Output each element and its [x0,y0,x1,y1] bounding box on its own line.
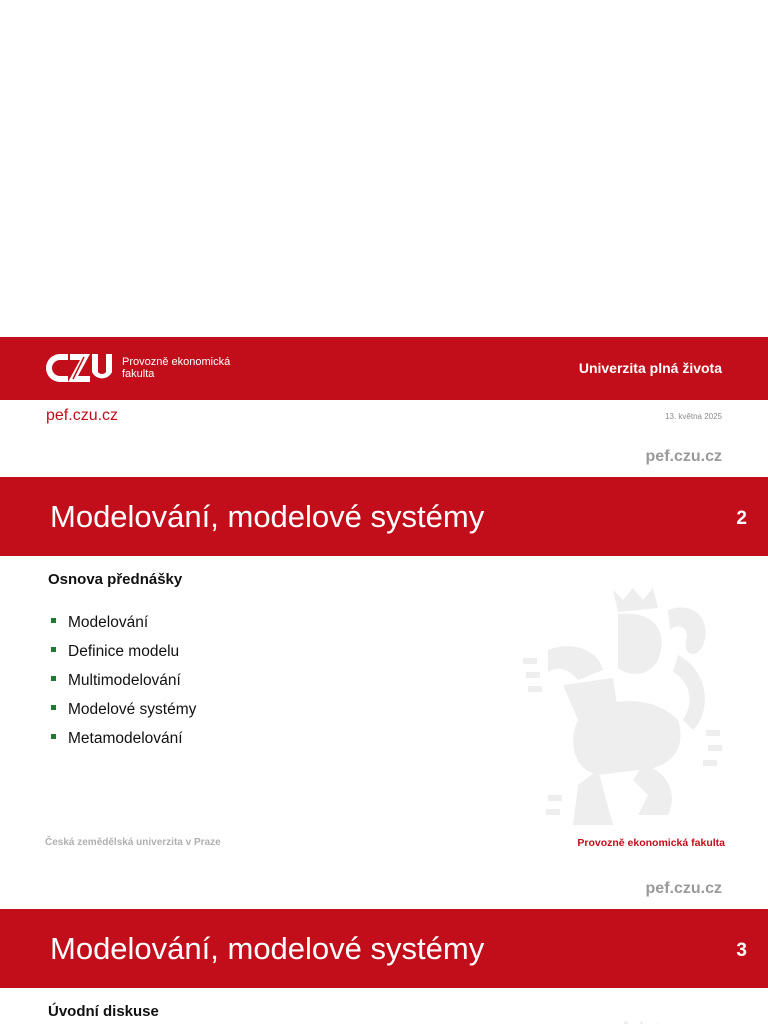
faculty-name: Provozně ekonomická fakulta [577,837,725,849]
list-item: Metamodelování [50,729,196,758]
lion-watermark-icon [518,580,728,830]
website-link[interactable]: pef.czu.cz [46,407,119,424]
czu-logo-icon [46,351,112,385]
list-item: Modelování [50,613,196,642]
slide3-website-label: pef.czu.cz [645,880,722,897]
slide2-title-band [0,477,768,556]
outline-list [50,613,196,758]
slide3-heading: Úvodní diskuse [48,1003,159,1020]
slide3-title: Modelování, modelové systémy [50,931,485,966]
slide2-heading: Osnova přednášky [48,571,183,588]
list-item: Multimodelování [50,671,196,700]
logo-text [122,356,230,380]
slide3-title-band [0,909,768,988]
list-item: Definice modelu [50,642,196,671]
slide2-title: Modelování, modelové systémy [50,499,485,534]
logo-text-line1: Provozně ekonomická [122,356,231,368]
czu-logo [46,351,230,385]
slide-date: 13. května 2025 [665,412,722,421]
slide2-website-label: pef.czu.cz [645,448,722,465]
tagline: Univerzita plná života [578,360,722,376]
slide3-number: 3 [736,940,747,961]
slide2-number: 2 [736,508,747,529]
lion-watermark-icon [590,1014,670,1024]
list-item: Modelové systémy [50,700,196,729]
university-name: Česká zemědělská univerzita v Praze [45,837,221,848]
logo-text-line2: fakulta [122,368,155,380]
title-slide-band [0,337,768,400]
